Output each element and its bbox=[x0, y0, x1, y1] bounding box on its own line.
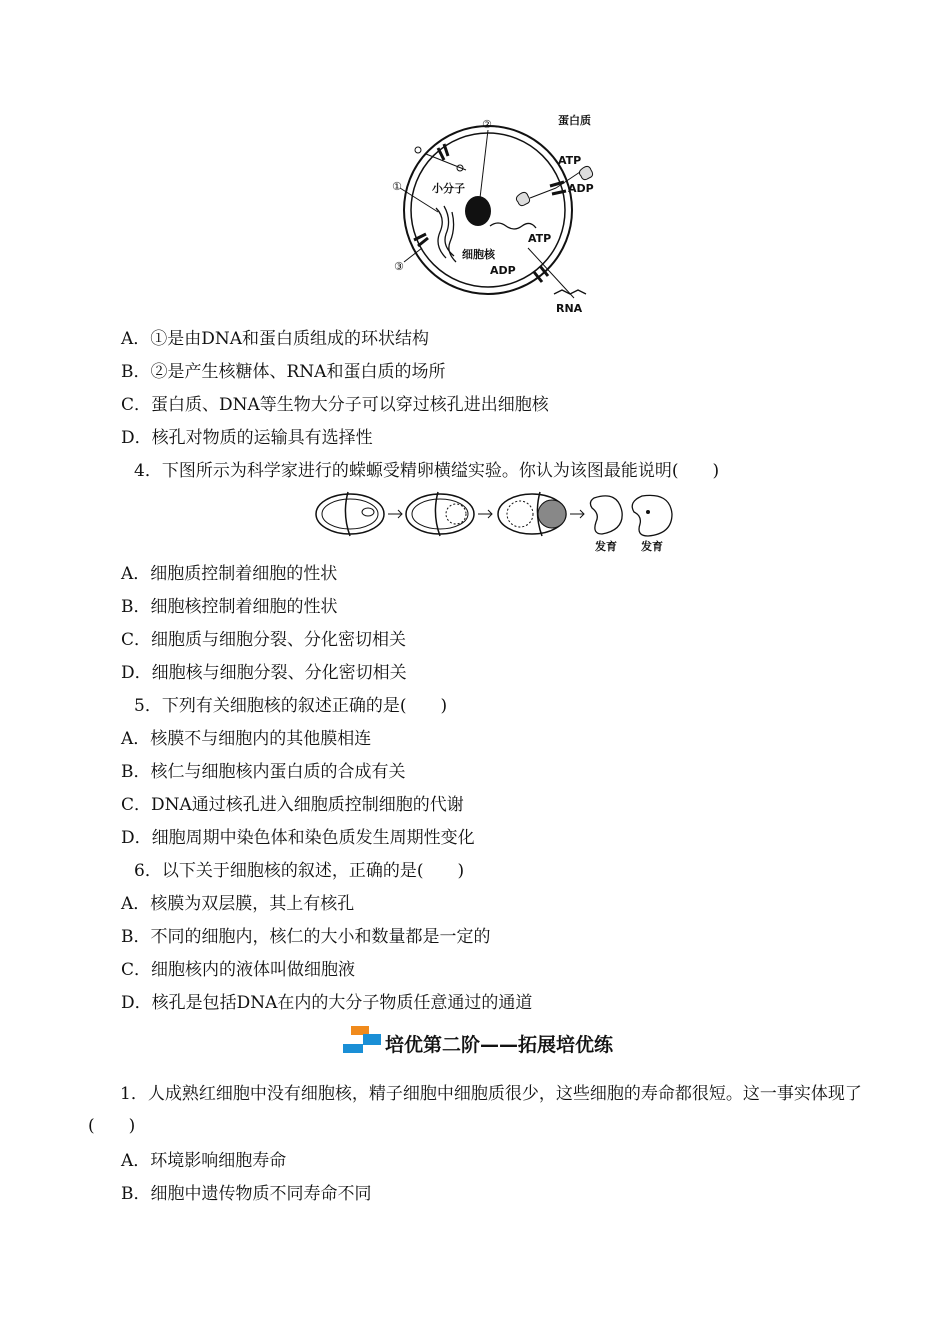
label-small-molecule: 小分子 bbox=[432, 182, 465, 195]
nucleus-diagram bbox=[378, 108, 608, 318]
q4-option-a: A．细胞质控制着细胞的性状 bbox=[121, 564, 338, 584]
p1-stem: 1．人成熟红细胞中没有细胞核，精子细胞中细胞质很少，这些细胞的寿命都很短。这一事实体现了( ) bbox=[88, 1084, 862, 1136]
q6-option-b: B．不同的细胞内，核仁的大小和数量都是一定的 bbox=[121, 927, 491, 947]
label-rna: RNA bbox=[556, 302, 583, 315]
label-atp-top: ATP bbox=[558, 154, 582, 167]
q3-option-d: D．核孔对物质的运输具有选择性 bbox=[121, 428, 373, 448]
developed-embryo-left bbox=[590, 496, 622, 534]
label-nucleus: 细胞核 bbox=[462, 248, 495, 261]
label-adp-bottom: ADP bbox=[490, 264, 516, 277]
rna-molecule bbox=[554, 290, 586, 294]
label-development-right: 发育 bbox=[641, 540, 663, 553]
q4-option-c: C．细胞质与细胞分裂、分化密切相关 bbox=[121, 630, 407, 650]
label-circle-3: ③ bbox=[394, 260, 404, 273]
small-molecule-dot bbox=[415, 147, 421, 153]
q4-option-d: D．细胞核与细胞分裂、分化密切相关 bbox=[121, 663, 407, 683]
logo-block-blue-left bbox=[343, 1044, 363, 1053]
section-title: 培优第二阶——拓展培优练 bbox=[385, 1034, 614, 1056]
transport-arrow bbox=[426, 154, 466, 170]
q5-option-a: A．核膜不与细胞内的其他膜相连 bbox=[121, 729, 372, 749]
q5-option-d: D．细胞周期中染色体和染色质发生周期性变化 bbox=[121, 828, 475, 848]
mrna-strand bbox=[490, 223, 536, 229]
q5-option-b: B．核仁与细胞核内蛋白质的合成有关 bbox=[121, 762, 406, 782]
egg-stage-2 bbox=[406, 492, 474, 536]
q6-option-c: C．细胞核内的液体叫做细胞液 bbox=[121, 960, 356, 980]
protein-blob bbox=[516, 192, 529, 205]
q6-option-d: D．核孔是包括DNA在内的大分子物质任意通过的通道 bbox=[121, 993, 533, 1013]
nucleolus bbox=[465, 196, 491, 226]
label-atp-bottom: ATP bbox=[528, 232, 552, 245]
salamander-egg-diagram bbox=[312, 490, 678, 554]
chromatin bbox=[436, 206, 456, 262]
protein-blob bbox=[579, 166, 592, 179]
q6-stem: 6．以下关于细胞核的叙述，正确的是( ) bbox=[134, 861, 465, 881]
q5-option-c: C．DNA通过核孔进入细胞质控制细胞的代谢 bbox=[121, 795, 464, 815]
stage-arrow bbox=[478, 510, 492, 518]
q4-stem: 4．下图所示为科学家进行的蝾螈受精卵横缢实验。你认为该图最能说明( ) bbox=[134, 461, 720, 481]
label-development-left: 发育 bbox=[595, 540, 617, 553]
q5-stem: 5．下列有关细胞核的叙述正确的是( ) bbox=[134, 696, 448, 716]
embryo-eye bbox=[646, 510, 650, 514]
q6-option-a: A．核膜为双层膜，其上有核孔 bbox=[121, 894, 355, 914]
q3-option-a: A．①是由DNA和蛋白质组成的环状结构 bbox=[121, 329, 430, 349]
p1-option-b: B．细胞中遗传物质不同寿命不同 bbox=[121, 1184, 372, 1204]
egg-stage-3 bbox=[498, 492, 566, 536]
label-adp-top: ADP bbox=[568, 182, 594, 195]
nuclear-pore bbox=[438, 144, 448, 160]
q3-option-c: C．蛋白质、DNA等生物大分子可以穿过核孔进出细胞核 bbox=[121, 395, 549, 415]
logo-block-blue-right bbox=[363, 1034, 381, 1045]
pointer-line bbox=[480, 130, 488, 198]
developed-embryo-right bbox=[632, 495, 672, 536]
egg-stage-1 bbox=[316, 492, 384, 536]
stage-arrow bbox=[388, 510, 402, 518]
q4-option-b: B．细胞核控制着细胞的性状 bbox=[121, 597, 338, 617]
label-circle-2: ② bbox=[482, 118, 492, 131]
section-logo-icon bbox=[343, 1024, 383, 1056]
q3-option-b: B．②是产生核糖体、RNA和蛋白质的场所 bbox=[121, 362, 446, 382]
nuclear-pore bbox=[550, 182, 566, 194]
p1-option-a: A．环境影响细胞寿命 bbox=[121, 1151, 287, 1171]
label-circle-1: ① bbox=[392, 180, 402, 193]
stage-arrow bbox=[570, 510, 584, 518]
logo-block-orange bbox=[351, 1026, 369, 1035]
label-protein: 蛋白质 bbox=[558, 114, 591, 127]
